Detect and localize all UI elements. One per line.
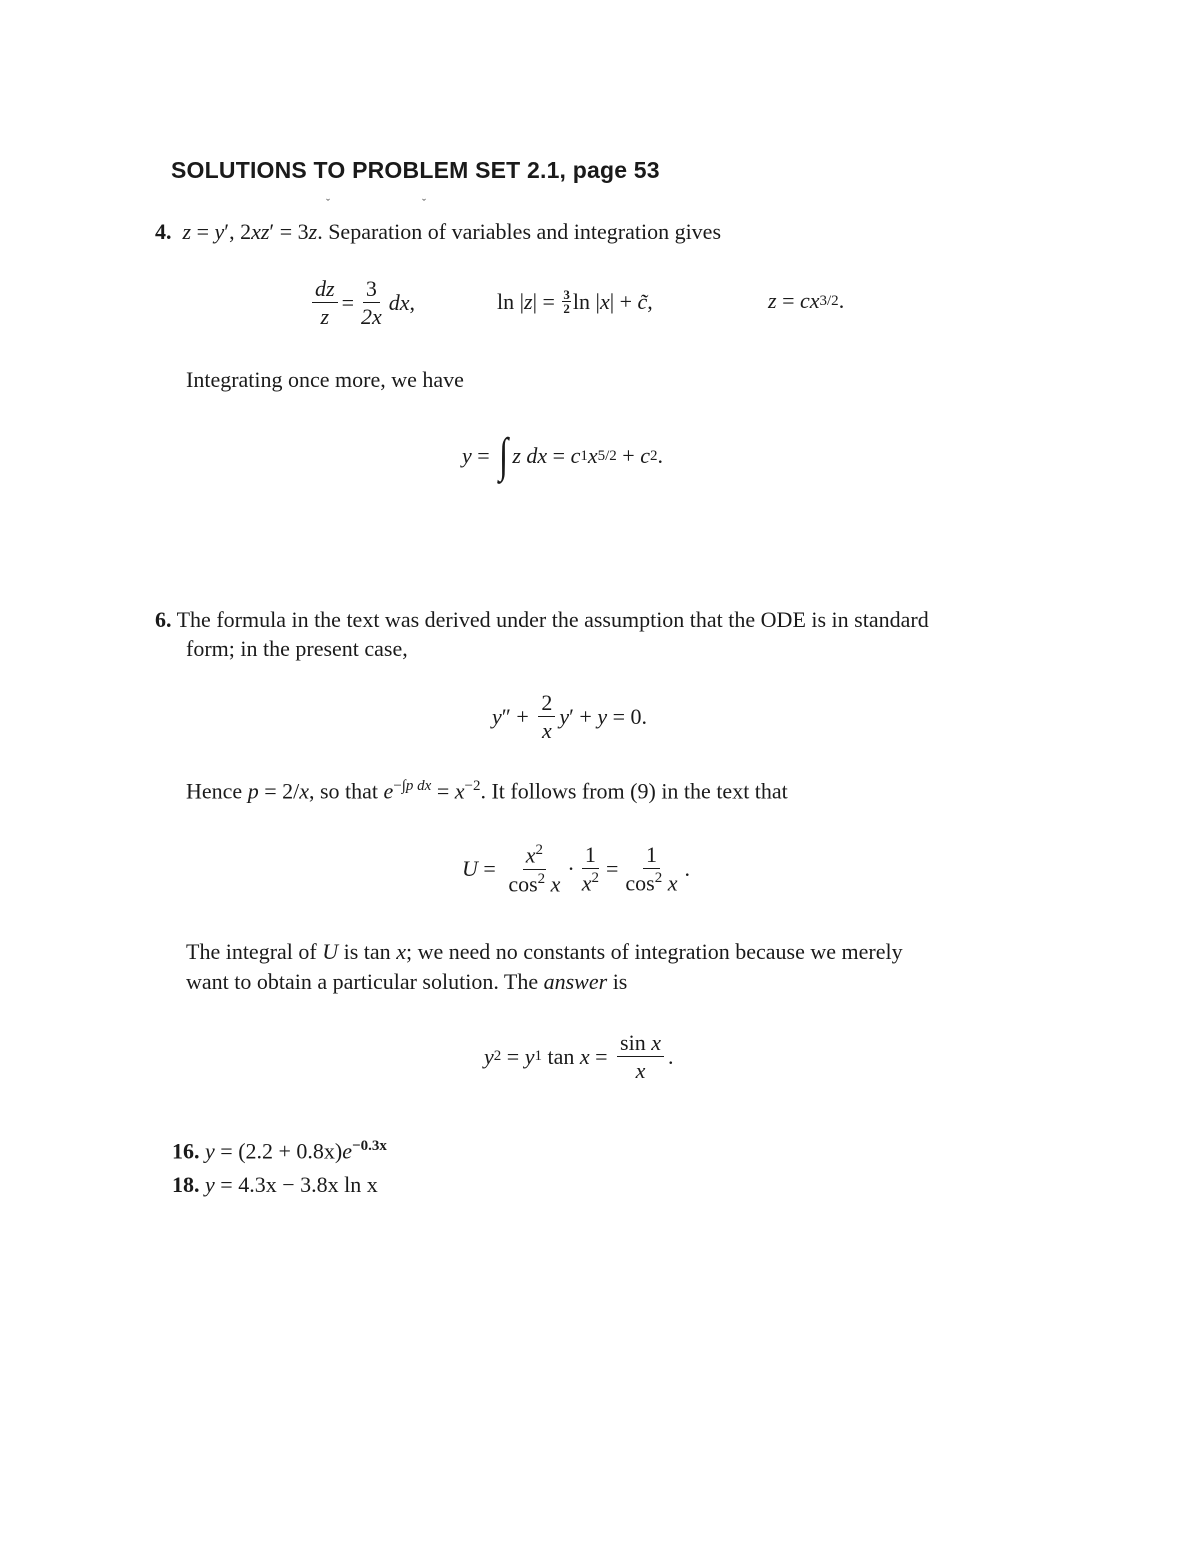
ln-symbol: ln (572, 288, 591, 314)
problem-6-line1 (155, 607, 929, 633)
exponent: −0.3x (352, 1138, 387, 1154)
scan-mark: ˇ (326, 196, 330, 210)
problem-number: 6. (155, 607, 172, 632)
integral-text: want to obtain a particular solution. The (186, 969, 539, 994)
hence-text: Hence (186, 778, 243, 804)
problem-6-hence: Hence p = 2/x, so that $e^{-\int p dx} = x^{-2}$. It follows from (9) in the text that (186, 778, 788, 804)
equation-answer: y 2 = y 1 tan x = $\frac{\text{sin x}}{x}$ . (484, 1030, 674, 1084)
exponent: 3/2 (819, 292, 839, 309)
equation-integral-y: y = ∫ z dx = c 1 x 5/2 + c 2 . (462, 429, 663, 482)
problem-18: 18. y = 4.3x − 3.8x ln x (172, 1172, 378, 1197)
problem-6-text: The formula in the text was derived under the assumption that the ODE is in standard (176, 607, 929, 632)
problem-16: 16. $y = (2.2 + 0.8x)e^{-0.3x}$ (172, 1138, 387, 1164)
problem-6-line2: form; in the present case, (186, 636, 408, 661)
integral-text: The integral of (186, 939, 317, 964)
hence-text: . It follows from (9) in the text that (480, 778, 788, 804)
problem-4-statement: 4. z = y′, 2xz′ = 3z. Separation of variables and integration gives (155, 219, 722, 244)
answer-emphasis: answer (543, 969, 608, 994)
integral-text: ; we need no constants of integration because we merely (405, 939, 903, 964)
problem-number: 18. (172, 1172, 200, 1197)
problem-number: 4. (155, 219, 172, 244)
problem-4-intro: Separation of variables and integration gives (328, 219, 722, 244)
integral-text: is (612, 969, 628, 994)
problem-number: 16. (172, 1138, 200, 1164)
equation-U: U = $\frac{x^2}{\cos^2 x}$ · $\frac{1}{x^2}$ = $\frac{1}{\cos^2 x}$ . (462, 842, 691, 896)
problem-18-expr: 4.3x − 3.8x ln x (238, 1172, 378, 1197)
equation-ode: y ″ + $\frac{2}{x}$ y ′ + y = 0. (492, 690, 648, 744)
problem-6-integral-line1: The integral of U is tan x; we need no constants of integration because we merely (186, 939, 903, 964)
problem-4-math: z (177, 219, 192, 244)
equation-log: ln | z | = $\frac{3}{2}$ ln | x | + c̃ , (497, 287, 653, 316)
problem-4-text2: Integrating once more, we have (186, 367, 464, 392)
equation-separation: $\frac{dz}{z}$ = $\frac{3}{2x}$ dx , (308, 276, 415, 330)
exponent: 5/2 (597, 447, 617, 464)
equation-z-solution: z = cx 3/2 . (768, 288, 845, 313)
integral-text: is tan (343, 939, 391, 964)
hence-text: so that (319, 778, 379, 804)
ln-symbol: ln (497, 288, 515, 314)
scan-mark: ˇ (422, 196, 426, 210)
problem-6-integral-line2 (186, 969, 627, 995)
page-title: SOLUTIONS TO PROBLEM SET 2.1, page 53 (171, 157, 660, 183)
problem-16-expr: (2.2 + 0.8x) (238, 1138, 343, 1164)
